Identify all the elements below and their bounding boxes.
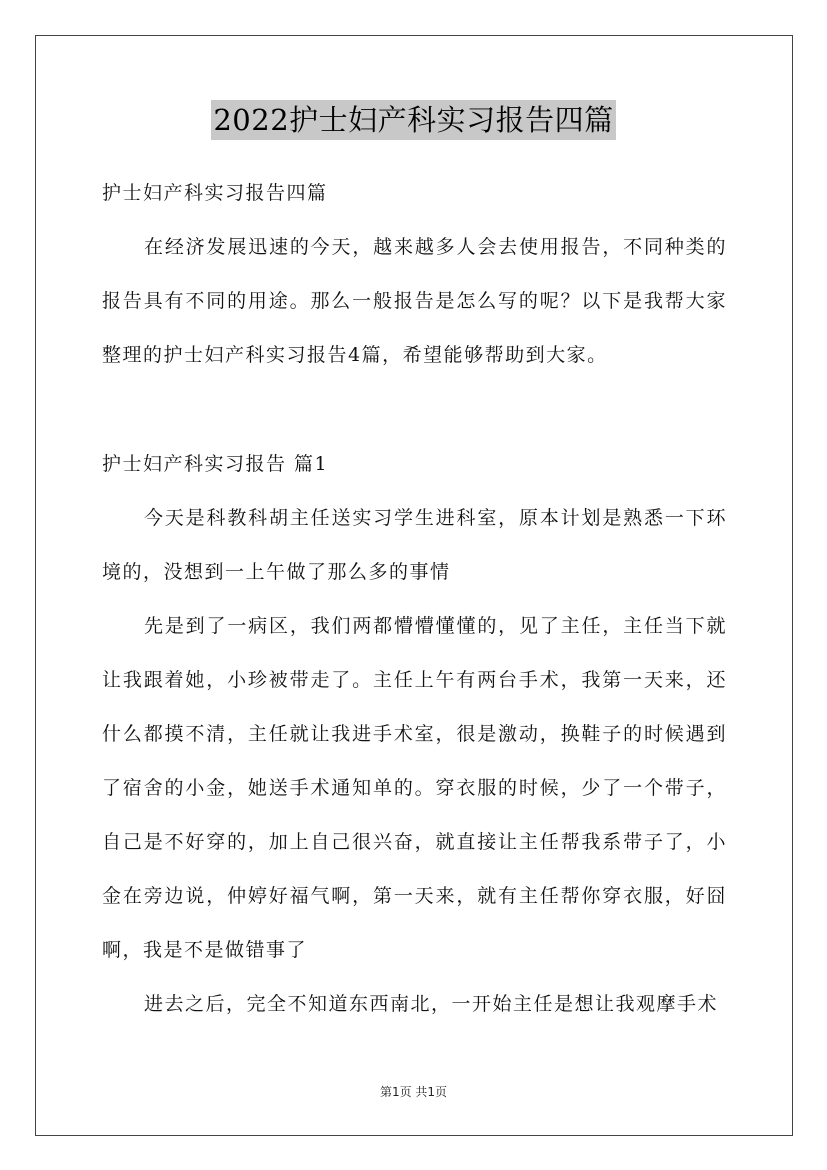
document-subtitle: 护士妇产科实习报告四篇 (102, 182, 328, 204)
body-paragraph-2: 先是到了一病区，我们两都懵懵懂懂的，见了主任，主任当下就让我跟着她，小珍被带走了。主任上午有两台手术，我第一天来，还什么都摸不清，主任就让我进手术室，很是激动，换鞋子的时候遇到了宿舍的小金，她送手术通知单的。穿衣服的时候，少了一个带子，自己是不好穿的，加上自己很兴奋，就直接让主任帮我系带子了，小金在旁边说，仲婷好福气啊，第一天来，就有主任帮你穿衣服，好囧啊，我是不是做错事了 (102, 615, 727, 961)
section-heading: 护士妇产科实习报告 篇1 (102, 453, 329, 475)
page-footer: 第1页 共1页 (379, 1085, 448, 1099)
title-container (0, 100, 827, 140)
body-paragraph-1: 今天是科教科胡主任送实习学生进科室，原本计划是熟悉一下环境的，没想到一上午做了那么多的事情 (102, 507, 727, 583)
body-paragraph-3: 进去之后，完全不知道东西南北，一开始主任是想让我观摩手术 (144, 993, 719, 1015)
document-title: 2022护士妇产科实习报告四篇 (211, 100, 615, 140)
intro-paragraph: 在经济发展迅速的今天，越来越多人会去使用报告，不同种类的报告具有不同的用途。那么一般报告是怎么写的呢？以下是我帮大家整理的护士妇产科实习报告4篇，希望能够帮助到大家。 (102, 236, 727, 366)
